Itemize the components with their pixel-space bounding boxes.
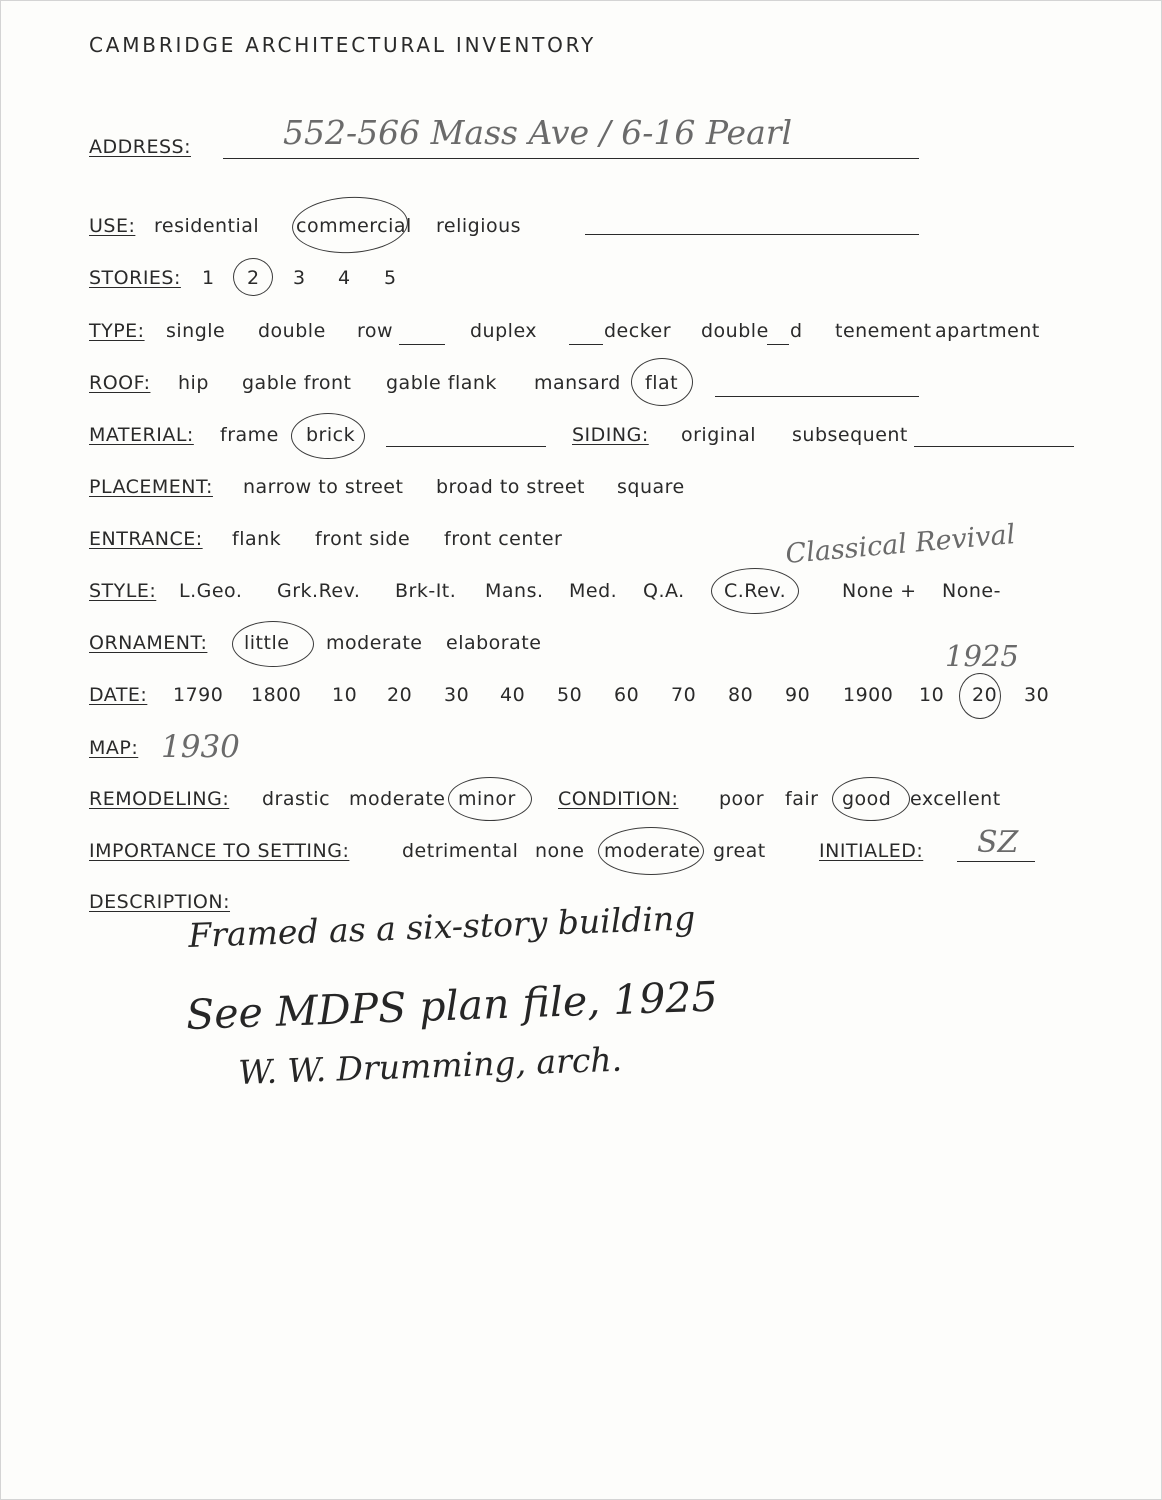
- date-option-1870[interactable]: 70: [671, 684, 697, 706]
- placement-label: PLACEMENT:: [89, 476, 213, 498]
- style-option-crev[interactable]: C.Rev.: [724, 580, 787, 602]
- date-option-1900[interactable]: 1900: [843, 684, 894, 706]
- type-double-d-blank: [767, 344, 789, 345]
- selection-circle-flat: [631, 358, 693, 406]
- selection-circle-date-20: [959, 673, 1001, 719]
- condition-label: CONDITION:: [558, 788, 679, 810]
- date-option-1830[interactable]: 30: [444, 684, 470, 706]
- initialed-label: INITIALED:: [819, 840, 924, 862]
- material-option-brick[interactable]: brick: [306, 424, 356, 446]
- siding-option-subsequent[interactable]: subsequent: [792, 424, 908, 446]
- style-annotation: Classical Revival: [784, 519, 1017, 570]
- ornament-option-elaborate[interactable]: elaborate: [446, 632, 542, 654]
- condition-option-excellent[interactable]: excellent: [910, 788, 1001, 810]
- importance-option-moderate[interactable]: moderate: [604, 840, 701, 862]
- type-option-single[interactable]: single: [166, 320, 226, 342]
- use-other-line: [585, 234, 919, 235]
- remodeling-option-minor[interactable]: minor: [458, 788, 516, 810]
- condition-option-poor[interactable]: poor: [719, 788, 765, 810]
- selection-circle-crev: [711, 568, 799, 614]
- type-option-d[interactable]: d: [790, 320, 803, 342]
- type-option-row[interactable]: row: [357, 320, 394, 342]
- remodeling-option-moderate[interactable]: moderate: [349, 788, 446, 810]
- type-option-tenement[interactable]: tenement: [835, 320, 932, 342]
- remodeling-option-drastic[interactable]: drastic: [262, 788, 331, 810]
- address-label: ADDRESS:: [89, 136, 191, 158]
- style-option-grkrev[interactable]: Grk.Rev.: [277, 580, 361, 602]
- type-option-apartment[interactable]: apartment: [935, 320, 1040, 342]
- description-label: DESCRIPTION:: [89, 891, 231, 913]
- siding-option-original[interactable]: original: [681, 424, 757, 446]
- address-value: 552-566 Mass Ave / 6-16 Pearl: [283, 113, 793, 152]
- description-line-2: See MDPS plan file, 1925: [185, 972, 719, 1039]
- stories-option-4[interactable]: 4: [338, 267, 351, 289]
- date-option-1820[interactable]: 20: [387, 684, 413, 706]
- description-line-3: W. W. Drumming, arch.: [237, 1039, 623, 1092]
- stories-label: STORIES:: [89, 267, 181, 289]
- type-decker-blank: [569, 344, 603, 345]
- date-option-1810[interactable]: 10: [332, 684, 358, 706]
- importance-option-none[interactable]: none: [535, 840, 585, 862]
- date-option-1910[interactable]: 10: [919, 684, 945, 706]
- style-option-lgeo[interactable]: L.Geo.: [179, 580, 243, 602]
- roof-option-hip[interactable]: hip: [178, 372, 209, 394]
- date-label: DATE:: [89, 684, 148, 706]
- date-option-1930[interactable]: 30: [1024, 684, 1050, 706]
- siding-other-line: [914, 446, 1074, 447]
- map-value: 1930: [161, 729, 240, 765]
- selection-circle-stories-2: [233, 258, 273, 296]
- type-option-double-decker[interactable]: double: [701, 320, 769, 342]
- roof-option-gable-front[interactable]: gable front: [242, 372, 352, 394]
- selection-circle-little: [232, 621, 314, 667]
- material-label: MATERIAL:: [89, 424, 194, 446]
- type-option-duplex[interactable]: duplex: [470, 320, 538, 342]
- style-option-none-plus[interactable]: None +: [842, 580, 917, 602]
- style-option-none-minus[interactable]: None-: [942, 580, 1001, 602]
- material-option-frame[interactable]: frame: [220, 424, 279, 446]
- type-label: TYPE:: [89, 320, 145, 342]
- condition-option-fair[interactable]: fair: [785, 788, 819, 810]
- initialed-value: SZ: [977, 825, 1019, 860]
- remodeling-label: REMODELING:: [89, 788, 230, 810]
- roof-option-gable-flank[interactable]: gable flank: [386, 372, 497, 394]
- style-option-qa[interactable]: Q.A.: [643, 580, 685, 602]
- type-row-blank: [399, 344, 445, 345]
- importance-option-detrimental[interactable]: detrimental: [402, 840, 519, 862]
- description-line-1: Framed as a six-story building: [187, 898, 696, 955]
- stories-option-5[interactable]: 5: [384, 267, 397, 289]
- date-option-1890[interactable]: 90: [785, 684, 811, 706]
- use-option-religious[interactable]: religious: [436, 215, 522, 237]
- entrance-option-front-side[interactable]: front side: [315, 528, 411, 550]
- address-line: [223, 158, 919, 159]
- selection-circle-good: [832, 777, 910, 821]
- selection-circle-importance-moderate: [598, 827, 704, 875]
- stories-option-2[interactable]: 2: [247, 267, 260, 289]
- type-option-double[interactable]: double: [258, 320, 326, 342]
- placement-option-broad[interactable]: broad to street: [436, 476, 586, 498]
- date-option-1850[interactable]: 50: [557, 684, 583, 706]
- use-label: USE:: [89, 215, 136, 237]
- ornament-option-little[interactable]: little: [244, 632, 290, 654]
- selection-circle-commercial: [291, 194, 410, 256]
- roof-option-flat[interactable]: flat: [645, 372, 679, 394]
- type-option-decker[interactable]: decker: [604, 320, 672, 342]
- importance-label: IMPORTANCE TO SETTING:: [89, 840, 350, 862]
- selection-circle-minor: [448, 777, 532, 821]
- use-option-commercial[interactable]: commercial: [296, 215, 412, 237]
- roof-other-line: [715, 396, 919, 397]
- stories-option-3[interactable]: 3: [293, 267, 306, 289]
- roof-label: ROOF:: [89, 372, 151, 394]
- entrance-label: ENTRANCE:: [89, 528, 203, 550]
- roof-option-mansard[interactable]: mansard: [534, 372, 621, 394]
- material-other-line: [386, 446, 546, 447]
- style-option-mans[interactable]: Mans.: [485, 580, 544, 602]
- ornament-label: ORNAMENT:: [89, 632, 208, 654]
- form-title: CAMBRIDGE ARCHITECTURAL INVENTORY: [89, 33, 597, 57]
- use-option-residential[interactable]: residential: [154, 215, 260, 237]
- siding-label: SIDING:: [572, 424, 649, 446]
- entrance-option-front-center[interactable]: front center: [444, 528, 563, 550]
- placement-option-square[interactable]: square: [617, 476, 685, 498]
- date-option-1880[interactable]: 80: [728, 684, 754, 706]
- condition-option-good[interactable]: good: [842, 788, 892, 810]
- style-label: STYLE:: [89, 580, 157, 602]
- style-option-brkit[interactable]: Brk-It.: [395, 580, 457, 602]
- initialed-line: [957, 861, 1035, 862]
- entrance-option-flank[interactable]: flank: [232, 528, 282, 550]
- ornament-option-moderate[interactable]: moderate: [326, 632, 423, 654]
- date-option-1800[interactable]: 1800: [251, 684, 302, 706]
- date-annotation: 1925: [945, 639, 1019, 673]
- map-label: MAP:: [89, 737, 139, 759]
- importance-option-great[interactable]: great: [713, 840, 766, 862]
- date-option-1920[interactable]: 20: [972, 684, 998, 706]
- selection-circle-brick: [291, 413, 365, 459]
- date-option-1790[interactable]: 1790: [173, 684, 224, 706]
- date-option-1840[interactable]: 40: [500, 684, 526, 706]
- placement-option-narrow[interactable]: narrow to street: [243, 476, 404, 498]
- stories-option-1[interactable]: 1: [202, 267, 215, 289]
- style-option-med[interactable]: Med.: [569, 580, 618, 602]
- date-option-1860[interactable]: 60: [614, 684, 640, 706]
